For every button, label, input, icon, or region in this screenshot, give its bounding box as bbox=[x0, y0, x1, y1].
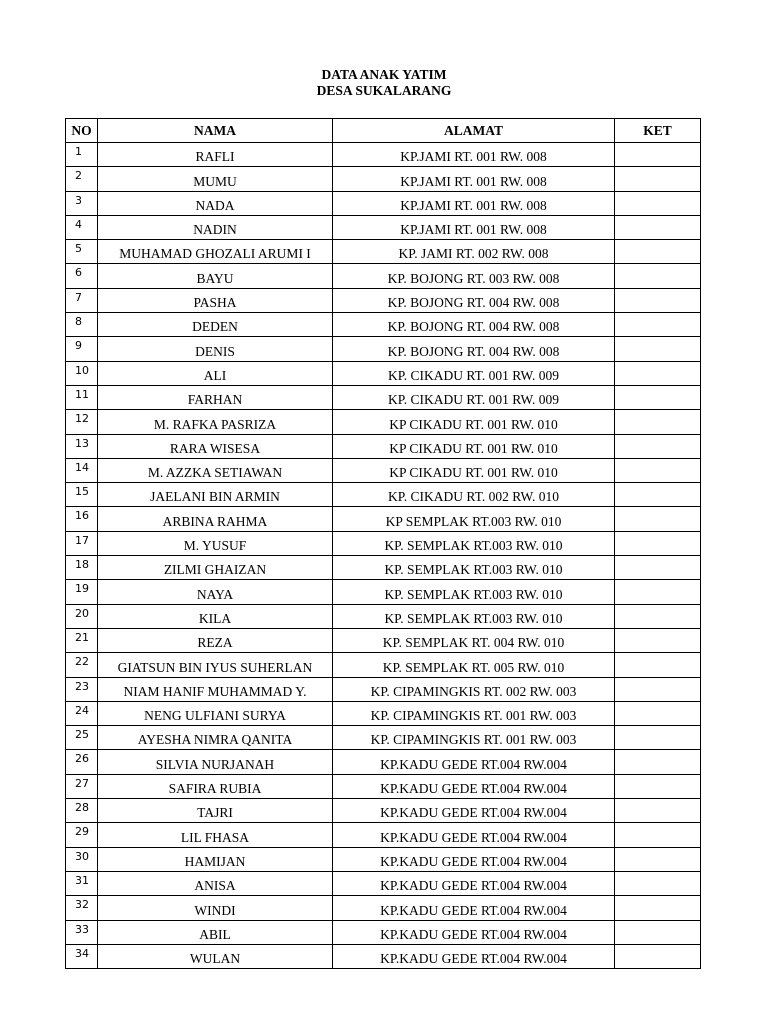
row-ket bbox=[615, 604, 701, 628]
row-number: 31 bbox=[66, 871, 98, 895]
table-row bbox=[66, 556, 701, 580]
row-nama: AYESHA NIMRA QANITA bbox=[98, 726, 333, 750]
row-ket bbox=[615, 750, 701, 774]
row-nama: M. AZZKA SETIAWAN bbox=[98, 458, 333, 482]
row-nama: WULAN bbox=[98, 944, 333, 968]
row-number: 30 bbox=[66, 847, 98, 871]
row-alamat: KP.KADU GEDE RT.004 RW.004 bbox=[333, 799, 615, 823]
table-row bbox=[66, 215, 701, 239]
table-row bbox=[66, 458, 701, 482]
table-row bbox=[66, 920, 701, 944]
header-alamat: ALAMAT bbox=[333, 119, 615, 143]
row-alamat: KP. BOJONG RT. 004 RW. 008 bbox=[333, 288, 615, 312]
row-number: 5 bbox=[66, 240, 98, 264]
row-nama: NAYA bbox=[98, 580, 333, 604]
table-row bbox=[66, 288, 701, 312]
row-nama: NIAM HANIF MUHAMMAD Y. bbox=[98, 677, 333, 701]
row-ket bbox=[615, 337, 701, 361]
row-ket bbox=[615, 896, 701, 920]
row-alamat: KP.KADU GEDE RT.004 RW.004 bbox=[333, 847, 615, 871]
row-nama: RARA WISESA bbox=[98, 434, 333, 458]
row-alamat: KP. CIKADU RT. 002 RW. 010 bbox=[333, 483, 615, 507]
table-row bbox=[66, 143, 701, 167]
row-alamat: KP.KADU GEDE RT.004 RW.004 bbox=[333, 871, 615, 895]
table-row bbox=[66, 628, 701, 652]
row-number: 3 bbox=[66, 191, 98, 215]
row-ket bbox=[615, 458, 701, 482]
row-alamat: KP. CIPAMINGKIS RT. 001 RW. 003 bbox=[333, 701, 615, 725]
row-nama: M. RAFKA PASRIZA bbox=[98, 410, 333, 434]
row-number: 18 bbox=[66, 556, 98, 580]
row-alamat: KP. SEMPLAK RT. 005 RW. 010 bbox=[333, 653, 615, 677]
table-row bbox=[66, 167, 701, 191]
row-nama: MUMU bbox=[98, 167, 333, 191]
row-number: 15 bbox=[66, 483, 98, 507]
table-row bbox=[66, 264, 701, 288]
row-number: 25 bbox=[66, 726, 98, 750]
row-number: 10 bbox=[66, 361, 98, 385]
row-alamat: KP. SEMPLAK RT. 004 RW. 010 bbox=[333, 628, 615, 652]
row-alamat: KP. CIKADU RT. 001 RW. 009 bbox=[333, 385, 615, 409]
document-title: DATA ANAK YATIM bbox=[321, 67, 447, 82]
row-number: 20 bbox=[66, 604, 98, 628]
row-number: 6 bbox=[66, 264, 98, 288]
row-number: 26 bbox=[66, 750, 98, 774]
row-ket bbox=[615, 143, 701, 167]
row-nama: GIATSUN BIN IYUS SUHERLAN bbox=[98, 653, 333, 677]
row-number: 22 bbox=[66, 653, 98, 677]
row-ket bbox=[615, 580, 701, 604]
row-alamat: KP.KADU GEDE RT.004 RW.004 bbox=[333, 823, 615, 847]
row-alamat: KP.KADU GEDE RT.004 RW.004 bbox=[333, 774, 615, 798]
row-nama: NADA bbox=[98, 191, 333, 215]
row-ket bbox=[615, 434, 701, 458]
row-number: 29 bbox=[66, 823, 98, 847]
header-ket: KET bbox=[615, 119, 701, 143]
row-alamat: KP. CIPAMINGKIS RT. 001 RW. 003 bbox=[333, 726, 615, 750]
row-number: 27 bbox=[66, 774, 98, 798]
row-nama: DEDEN bbox=[98, 313, 333, 337]
row-nama: NADIN bbox=[98, 215, 333, 239]
table-body bbox=[66, 143, 701, 969]
row-number: 24 bbox=[66, 701, 98, 725]
row-ket bbox=[615, 701, 701, 725]
row-alamat: KP. SEMPLAK RT.003 RW. 010 bbox=[333, 531, 615, 555]
table-row bbox=[66, 240, 701, 264]
row-number: 7 bbox=[66, 288, 98, 312]
row-alamat: KP. BOJONG RT. 004 RW. 008 bbox=[333, 337, 615, 361]
row-alamat: KP. SEMPLAK RT.003 RW. 010 bbox=[333, 580, 615, 604]
row-ket bbox=[615, 823, 701, 847]
table-row bbox=[66, 507, 701, 531]
row-number: 2 bbox=[66, 167, 98, 191]
row-nama: KILA bbox=[98, 604, 333, 628]
row-nama: MUHAMAD GHOZALI ARUMI I bbox=[98, 240, 333, 264]
row-number: 4 bbox=[66, 215, 98, 239]
table-row bbox=[66, 871, 701, 895]
table-row bbox=[66, 580, 701, 604]
row-nama: WINDI bbox=[98, 896, 333, 920]
row-nama: SILVIA NURJANAH bbox=[98, 750, 333, 774]
row-ket bbox=[615, 264, 701, 288]
row-alamat: KP.JAMI RT. 001 RW. 008 bbox=[333, 191, 615, 215]
row-ket bbox=[615, 556, 701, 580]
row-ket bbox=[615, 726, 701, 750]
header-nama: NAMA bbox=[98, 119, 333, 143]
table-row bbox=[66, 701, 701, 725]
row-ket bbox=[615, 920, 701, 944]
table-row bbox=[66, 847, 701, 871]
row-nama: NENG ULFIANI SURYA bbox=[98, 701, 333, 725]
table-row bbox=[66, 604, 701, 628]
row-alamat: KP.KADU GEDE RT.004 RW.004 bbox=[333, 896, 615, 920]
row-ket bbox=[615, 167, 701, 191]
row-number: 28 bbox=[66, 799, 98, 823]
row-ket bbox=[615, 677, 701, 701]
row-number: 32 bbox=[66, 896, 98, 920]
row-number: 13 bbox=[66, 434, 98, 458]
row-nama: RAFLI bbox=[98, 143, 333, 167]
row-alamat: KP. SEMPLAK RT.003 RW. 010 bbox=[333, 556, 615, 580]
row-nama: ARBINA RAHMA bbox=[98, 507, 333, 531]
table-row bbox=[66, 410, 701, 434]
row-nama: FARHAN bbox=[98, 385, 333, 409]
table-row bbox=[66, 823, 701, 847]
row-alamat: KP. SEMPLAK RT.003 RW. 010 bbox=[333, 604, 615, 628]
row-ket bbox=[615, 847, 701, 871]
row-alamat: KP.JAMI RT. 001 RW. 008 bbox=[333, 167, 615, 191]
row-number: 17 bbox=[66, 531, 98, 555]
row-ket bbox=[615, 653, 701, 677]
row-alamat: KP.JAMI RT. 001 RW. 008 bbox=[333, 215, 615, 239]
row-number: 11 bbox=[66, 385, 98, 409]
row-number: 16 bbox=[66, 507, 98, 531]
row-nama: ANISA bbox=[98, 871, 333, 895]
row-nama: ZILMI GHAIZAN bbox=[98, 556, 333, 580]
row-ket bbox=[615, 944, 701, 968]
row-ket bbox=[615, 774, 701, 798]
header-no: NO bbox=[66, 119, 98, 143]
orphan-data-table bbox=[65, 118, 701, 969]
table-row bbox=[66, 434, 701, 458]
row-ket bbox=[615, 215, 701, 239]
row-number: 1 bbox=[66, 143, 98, 167]
row-number: 14 bbox=[66, 458, 98, 482]
table-row bbox=[66, 483, 701, 507]
table-header-row bbox=[66, 119, 701, 143]
row-ket bbox=[615, 288, 701, 312]
document-subtitle: DESA SUKALARANG bbox=[316, 83, 452, 98]
row-number: 12 bbox=[66, 410, 98, 434]
row-alamat: KP CIKADU RT. 001 RW. 010 bbox=[333, 410, 615, 434]
row-number: 19 bbox=[66, 580, 98, 604]
table-row bbox=[66, 653, 701, 677]
row-ket bbox=[615, 313, 701, 337]
row-alamat: KP.KADU GEDE RT.004 RW.004 bbox=[333, 944, 615, 968]
table-row bbox=[66, 385, 701, 409]
row-ket bbox=[615, 240, 701, 264]
row-nama: BAYU bbox=[98, 264, 333, 288]
table-row bbox=[66, 191, 701, 215]
row-ket bbox=[615, 361, 701, 385]
row-ket bbox=[615, 531, 701, 555]
row-number: 23 bbox=[66, 677, 98, 701]
row-alamat: KP SEMPLAK RT.003 RW. 010 bbox=[333, 507, 615, 531]
table-row bbox=[66, 337, 701, 361]
table-row bbox=[66, 361, 701, 385]
row-nama: JAELANI BIN ARMIN bbox=[98, 483, 333, 507]
row-nama: HAMIJAN bbox=[98, 847, 333, 871]
row-alamat: KP. BOJONG RT. 004 RW. 008 bbox=[333, 313, 615, 337]
row-nama: M. YUSUF bbox=[98, 531, 333, 555]
row-ket bbox=[615, 385, 701, 409]
row-nama: REZA bbox=[98, 628, 333, 652]
row-alamat: KP. BOJONG RT. 003 RW. 008 bbox=[333, 264, 615, 288]
row-alamat: KP. CIKADU RT. 001 RW. 009 bbox=[333, 361, 615, 385]
row-ket bbox=[615, 871, 701, 895]
table-row bbox=[66, 313, 701, 337]
row-nama: DENIS bbox=[98, 337, 333, 361]
row-alamat: KP. JAMI RT. 002 RW. 008 bbox=[333, 240, 615, 264]
row-ket bbox=[615, 628, 701, 652]
row-number: 21 bbox=[66, 628, 98, 652]
row-ket bbox=[615, 483, 701, 507]
table-row bbox=[66, 726, 701, 750]
row-nama: LIL FHASA bbox=[98, 823, 333, 847]
row-ket bbox=[615, 507, 701, 531]
row-alamat: KP CIKADU RT. 001 RW. 010 bbox=[333, 434, 615, 458]
row-alamat: KP CIKADU RT. 001 RW. 010 bbox=[333, 458, 615, 482]
row-ket bbox=[615, 191, 701, 215]
row-alamat: KP.JAMI RT. 001 RW. 008 bbox=[333, 143, 615, 167]
row-alamat: KP. CIPAMINGKIS RT. 002 RW. 003 bbox=[333, 677, 615, 701]
row-ket bbox=[615, 799, 701, 823]
row-nama: ABIL bbox=[98, 920, 333, 944]
row-alamat: KP.KADU GEDE RT.004 RW.004 bbox=[333, 750, 615, 774]
table-row bbox=[66, 774, 701, 798]
table-row bbox=[66, 799, 701, 823]
row-number: 33 bbox=[66, 920, 98, 944]
row-nama: SAFIRA RUBIA bbox=[98, 774, 333, 798]
row-nama: PASHA bbox=[98, 288, 333, 312]
table-row bbox=[66, 750, 701, 774]
row-number: 8 bbox=[66, 313, 98, 337]
row-nama: TAJRI bbox=[98, 799, 333, 823]
table-row bbox=[66, 531, 701, 555]
row-ket bbox=[615, 410, 701, 434]
row-alamat: KP.KADU GEDE RT.004 RW.004 bbox=[333, 920, 615, 944]
row-number: 9 bbox=[66, 337, 98, 361]
table-row bbox=[66, 677, 701, 701]
table-row bbox=[66, 944, 701, 968]
row-nama: ALI bbox=[98, 361, 333, 385]
table-row bbox=[66, 896, 701, 920]
row-number: 34 bbox=[66, 944, 98, 968]
